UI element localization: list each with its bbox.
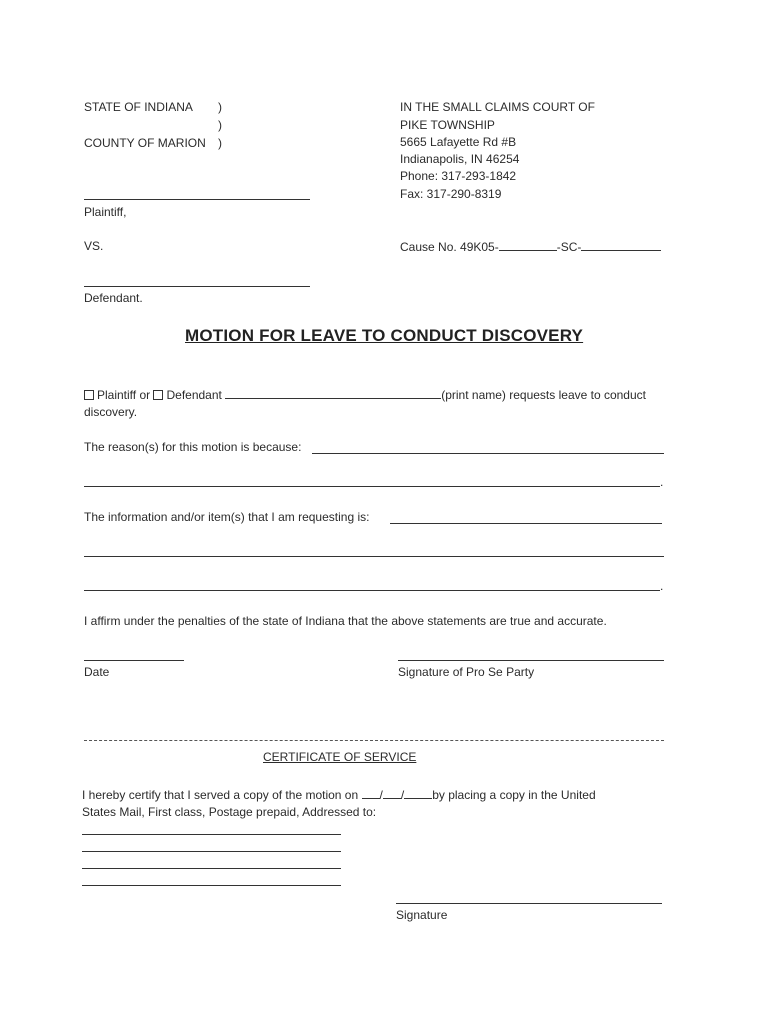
date-slash: / [400,788,405,802]
affirmation-text: I affirm under the penalties of the state of Indiana that the above statements are true and accurate. [84,614,607,628]
certificate-text-b: by placing a copy in the United [432,788,596,802]
court-name: IN THE SMALL CLAIMS COURT OF [400,100,595,114]
request-line2: discovery. [84,405,138,419]
address-line-2[interactable] [82,851,341,852]
info-label: The information and/or item(s) that I am requesting is: [84,510,370,524]
defendant-label: Defendant. [84,291,143,305]
pro-se-signature-label: Signature of Pro Se Party [398,665,535,679]
service-month-blank[interactable] [362,787,380,799]
cause-mid: -SC- [556,240,582,254]
reasons-period: . [660,475,664,489]
court-phone: Phone: 317-293-1842 [400,169,517,183]
defendant-checkbox[interactable] [153,390,163,400]
cause-blank-1[interactable] [499,239,557,251]
cause-blank-2[interactable] [581,239,661,251]
reasons-line-1[interactable] [312,453,664,454]
plaintiff-option-label: Plaintiff or [97,388,151,402]
address-line-3[interactable] [82,868,341,869]
service-day-blank[interactable] [383,787,401,799]
cause-prefix: Cause No. 49K05- [400,240,499,254]
caption-paren: ) [218,136,222,150]
certificate-signature-line[interactable] [396,903,662,904]
info-line-2[interactable] [84,556,664,557]
section-divider [84,740,664,741]
county-label: COUNTY OF MARION [84,136,206,150]
plaintiff-label: Plaintiff, [84,205,127,219]
party-request-line [84,387,646,402]
state-label: STATE OF INDIANA [84,100,193,114]
document-title: MOTION FOR LEAVE TO CONDUCT DISCOVERY [185,326,584,345]
print-name-blank[interactable] [225,387,441,399]
reasons-label: The reason(s) for this motion is because: [84,440,302,454]
court-address: 5665 Lafayette Rd #B [400,135,517,149]
certificate-line1 [82,787,596,802]
defendant-option-label: Defendant [166,388,222,402]
certificate-title: CERTIFICATE OF SERVICE [263,750,417,764]
reasons-line-2[interactable] [84,486,660,487]
plaintiff-name-line[interactable] [84,199,310,200]
court-fax: Fax: 317-290-8319 [400,187,502,201]
info-line-3[interactable] [84,590,660,591]
plaintiff-checkbox[interactable] [84,390,94,400]
defendant-name-line[interactable] [84,286,310,287]
date-line[interactable] [84,660,184,661]
court-township: PIKE TOWNSHIP [400,118,495,132]
certificate-signature-label: Signature [396,908,448,922]
certificate-text-a: I hereby certify that I served a copy of the motion on [82,788,359,802]
date-slash: / [379,788,383,802]
address-line-4[interactable] [82,885,341,886]
request-suffix: (print name) requests leave to conduct [441,388,646,402]
caption-paren: ) [218,118,222,132]
pro-se-signature-line[interactable] [398,660,664,661]
service-year-blank[interactable] [404,787,432,799]
info-line-1[interactable] [390,523,662,524]
caption-paren: ) [218,100,222,114]
certificate-line2: States Mail, First class, Postage prepaid, Addressed to: [82,805,377,819]
date-label: Date [84,665,110,679]
address-line-1[interactable] [82,834,341,835]
cause-number [400,239,661,254]
court-city: Indianapolis, IN 46254 [400,152,520,166]
info-period: . [660,579,664,593]
vs-label: VS. [84,239,104,253]
